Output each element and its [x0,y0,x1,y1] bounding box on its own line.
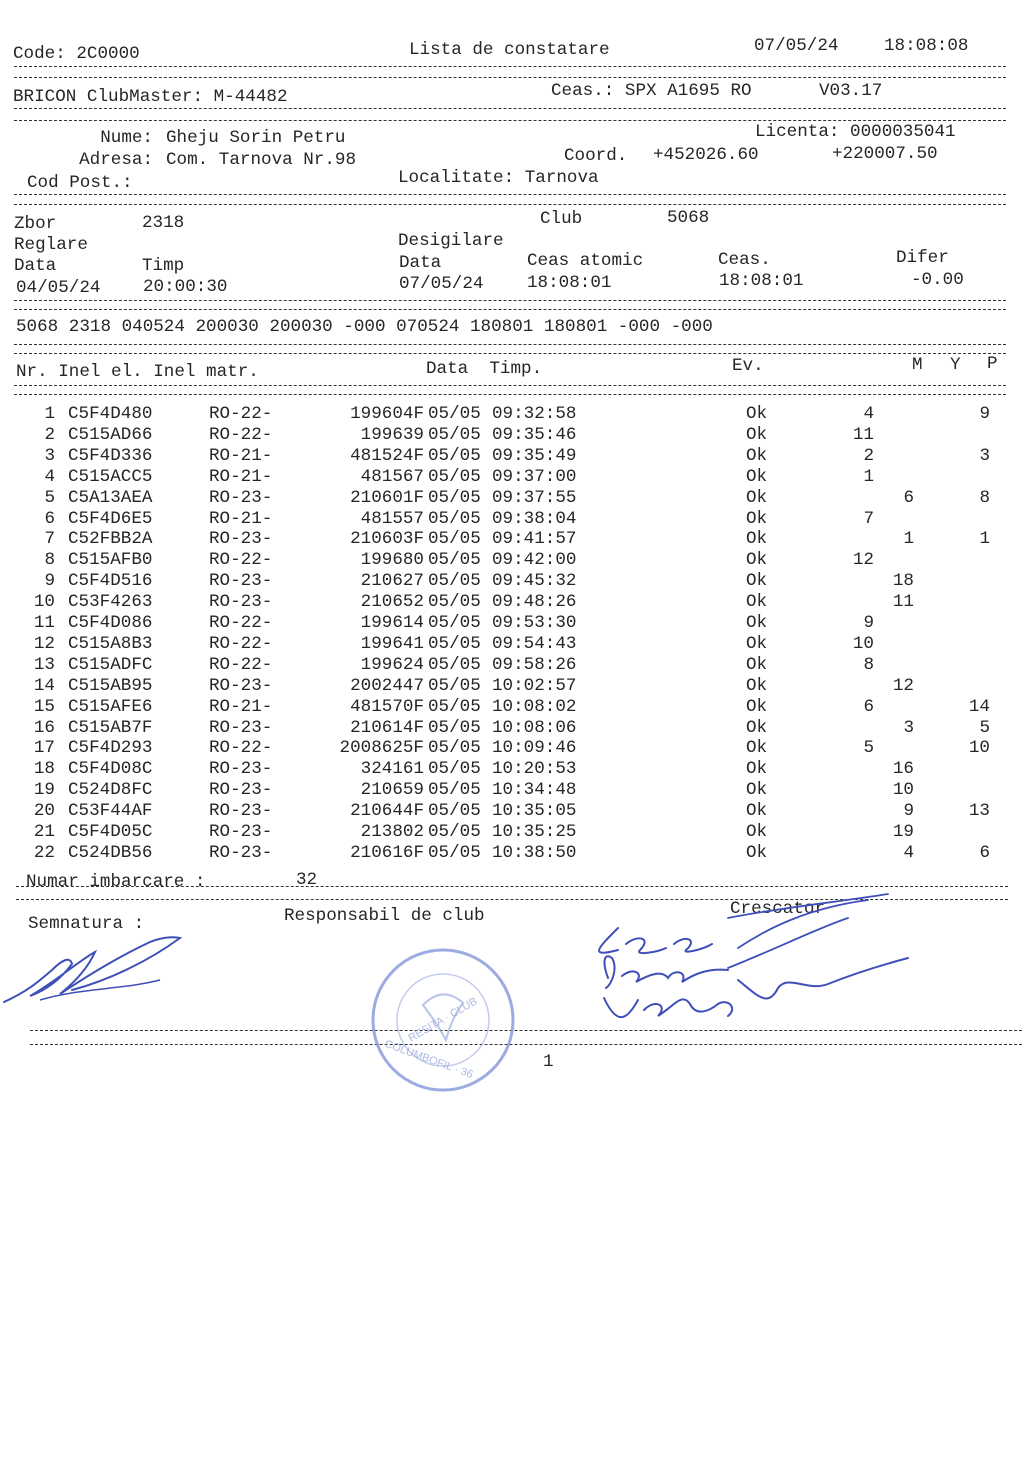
atomic-time: 18:08:01 [527,273,612,293]
chip-code: C515AB95 [68,675,153,696]
table-row [0,552,1024,572]
separator [14,77,1006,78]
ring-number: 199639 [360,424,424,445]
arrival-date: 05/05 [428,842,481,863]
ring-number: 481567 [360,466,424,487]
event-status: Ok [746,780,768,801]
row-number: 2 [44,424,55,445]
club-stamp [368,945,518,1095]
ring-series: RO-21- [209,696,273,717]
ring-number: 210659 [360,780,424,801]
row-number: 6 [44,508,55,529]
arrival-time: 09:35:46 [492,424,577,445]
clock-label: Ceas. [718,250,771,270]
col-p: 9 [979,404,990,424]
ring-series: RO-23- [209,842,273,863]
arrival-time: 09:45:32 [492,571,577,592]
arrival-date: 05/05 [428,508,481,529]
club-number: 5068 [667,208,710,228]
flight-number: 2318 [142,213,185,233]
event-status: Ok [746,487,768,508]
col-m: 6 [863,696,874,717]
separator [30,1044,1022,1045]
row-number: 20 [33,801,55,822]
setting-date-label: Data [14,256,57,276]
chip-code: C515ADFC [68,654,153,675]
separator [16,886,1008,887]
setting-time-label: Timp [142,256,185,276]
arrival-time: 10:09:46 [492,738,577,759]
difference-value: -0.00 [911,270,964,290]
unseal-date-label: Data [399,253,442,273]
breeder-label: Crescator [730,899,826,919]
ring-number: 210614F [350,717,424,738]
coord-longitude: +220007.50 [832,144,938,164]
event-status: Ok [746,445,768,466]
setting-label: Reglare [14,235,88,255]
ring-series: RO-22- [209,654,273,675]
svg-text:RESITA · CLUB: RESITA · CLUB [406,995,480,1045]
chip-code: C5F4D6E5 [68,508,153,529]
table-row [0,424,1024,447]
row-number: 8 [44,550,55,571]
event-status: Ok [746,550,768,571]
ring-series: RO-23- [209,592,273,613]
event-status: Ok [746,696,768,717]
arrival-time: 09:32:58 [492,404,577,424]
ring-series: RO-23- [209,487,273,508]
col-m: 9 [863,613,874,633]
chip-code: C524D8FC [68,780,153,801]
row-number: 3 [44,445,55,466]
chip-code: C515AD66 [68,424,153,445]
signature-scribble [0,930,190,1010]
table-row [0,406,1024,426]
event-status: Ok [746,842,768,863]
arrival-time: 09:35:49 [492,445,577,466]
arrival-date: 05/05 [428,738,481,759]
header-nr-ring: Nr. Inel el. Inel matr. [16,362,259,382]
row-number: 16 [33,717,55,738]
col-y: 3 [903,717,914,738]
col-m: 12 [852,550,874,571]
table-row [0,761,1024,781]
col-p: 5 [979,717,990,738]
arrival-time: 09:53:30 [492,613,577,633]
table-row [0,696,1024,719]
col-p: 10 [968,738,990,759]
event-status: Ok [746,508,768,529]
event-status: Ok [746,466,768,487]
unseal-date: 07/05/24 [399,274,484,294]
ring-number: 210644F [350,801,424,822]
col-y: 18 [892,571,914,592]
col-y: 12 [892,675,914,696]
row-number: 17 [33,738,55,759]
page-number: 1 [543,1052,554,1072]
arrival-time: 10:20:53 [492,759,577,780]
event-status: Ok [746,759,768,780]
arrival-date: 05/05 [428,759,481,780]
col-m: 11 [852,424,874,445]
ring-series: RO-23- [209,780,273,801]
arrival-date: 05/05 [428,592,481,613]
arrival-date: 05/05 [428,822,481,842]
ring-series: RO-21- [209,466,273,487]
ring-number: 210652 [360,592,424,613]
col-p: 13 [968,801,990,822]
arrival-date: 05/05 [428,654,481,675]
row-number: 7 [44,529,55,550]
arrival-time: 09:42:00 [492,550,577,571]
chip-code: C5F4D480 [68,404,153,424]
ring-number: 481570F [350,696,424,717]
doc-title: Lista de constatare [409,40,610,60]
ring-series: RO-23- [209,571,273,592]
ring-series: RO-23- [209,759,273,780]
event-status: Ok [746,654,768,675]
ring-series: RO-22- [209,404,273,424]
table-row [0,842,1024,865]
chip-code: C524DB56 [68,842,153,863]
header-ev: Ev. [732,356,764,376]
col-m: 10 [852,633,874,654]
col-m: 7 [863,508,874,529]
table-row [0,654,1024,677]
separator [14,120,1006,121]
ring-series: RO-23- [209,801,273,822]
chip-code: C5F4D086 [68,613,153,633]
arrival-date: 05/05 [428,696,481,717]
row-number: 22 [33,842,55,863]
table-row [0,531,1024,551]
chip-code: C515AFE6 [68,696,153,717]
arrival-time: 09:38:04 [492,508,577,529]
doc-time: 18:08:08 [884,36,969,56]
chip-code: C53F44AF [68,801,153,822]
system-id: BRICON ClubMaster: M-44482 [13,87,288,107]
event-status: Ok [746,675,768,696]
header-p: P [987,354,998,374]
handwritten-signatures [578,888,918,1028]
col-p: 6 [979,842,990,863]
separator [14,204,1006,205]
ring-number: 2008625F [339,738,424,759]
table-row [0,487,1024,510]
table-row [0,633,1024,656]
setting-time: 20:00:30 [143,277,228,297]
table-row [0,803,1024,823]
doc-date: 07/05/24 [754,36,839,56]
arrival-date: 05/05 [428,633,481,654]
col-y: 19 [892,822,914,842]
ring-series: RO-22- [209,550,273,571]
ring-number: 199614 [360,613,424,633]
setting-date: 04/05/24 [16,278,101,298]
col-y: 6 [903,487,914,508]
chip-code: C515AB7F [68,717,153,738]
chip-code: C5F4D516 [68,571,153,592]
table-row [0,782,1024,802]
ring-series: RO-21- [209,508,273,529]
ring-series: RO-21- [209,445,273,466]
row-number: 18 [33,759,55,780]
arrival-time: 09:37:00 [492,466,577,487]
row-number: 14 [33,675,55,696]
col-p: 8 [979,487,990,508]
chip-code: C5F4D05C [68,822,153,842]
flight-label: Zbor [14,214,57,234]
ring-number: 210627 [360,571,424,592]
row-number: 1 [44,404,55,424]
table-row [0,740,1024,760]
separator [14,394,1006,395]
ring-number: 199624 [360,654,424,675]
table-row [0,466,1024,489]
ring-number: 2002447 [350,675,424,696]
col-p: 3 [979,445,990,466]
event-status: Ok [746,404,768,424]
chip-code: C515AFB0 [68,550,153,571]
row-number: 15 [33,696,55,717]
header-y: Y [950,355,961,375]
signature-label: Semnatura : [28,914,145,934]
col-y: 10 [892,780,914,801]
ring-number: 199680 [360,550,424,571]
ring-number: 324161 [360,759,424,780]
row-number: 21 [33,822,55,842]
ring-series: RO-22- [209,424,273,445]
separator [14,194,1006,195]
chip-code: C515A8B3 [68,633,153,654]
arrival-time: 10:38:50 [492,842,577,863]
arrival-date: 05/05 [428,487,481,508]
club-responsible-label: Responsabil de club [284,906,485,926]
col-p: 1 [979,529,990,550]
separator [14,344,1006,345]
col-m: 1 [863,466,874,487]
row-number: 19 [33,780,55,801]
ring-number: 481557 [360,508,424,529]
name-label: Nume: [100,128,153,148]
col-m: 5 [863,738,874,759]
arrival-time: 10:35:05 [492,801,577,822]
chip-code: C5F4D08C [68,759,153,780]
boarding-count: 32 [296,870,318,890]
separator [14,309,1006,310]
arrival-date: 05/05 [428,801,481,822]
event-status: Ok [746,822,768,842]
arrival-time: 09:48:26 [492,592,577,613]
ring-number: 199641 [360,633,424,654]
arrival-date: 05/05 [428,529,481,550]
row-number: 4 [44,466,55,487]
event-status: Ok [746,592,768,613]
event-status: Ok [746,801,768,822]
table-row [0,824,1024,844]
row-number: 9 [44,571,55,592]
club-label: Club [540,209,583,229]
col-m: 8 [863,654,874,675]
table-row [0,615,1024,635]
arrival-time: 10:08:06 [492,717,577,738]
separator [14,353,1006,354]
clock-model: Ceas.: SPX A1695 RO [551,81,752,101]
owner-name: Gheju Sorin Petru [166,128,346,148]
ring-series: RO-23- [209,717,273,738]
arrival-date: 05/05 [428,445,481,466]
event-status: Ok [746,571,768,592]
separator [14,385,1006,386]
row-number: 5 [44,487,55,508]
chip-code: C52FBB2A [68,529,153,550]
chip-code: C53F4263 [68,592,153,613]
arrival-date: 05/05 [428,424,481,445]
table-row [0,508,1024,531]
col-p: 14 [968,696,990,717]
ring-number: 199604F [350,404,424,424]
address-label: Adresa: [79,150,153,170]
col-y: 16 [892,759,914,780]
ring-number: 481524F [350,445,424,466]
arrival-time: 10:02:57 [492,675,577,696]
arrival-date: 05/05 [428,466,481,487]
difference-label: Difer [896,248,949,268]
event-status: Ok [746,633,768,654]
event-status: Ok [746,613,768,633]
ring-series: RO-23- [209,529,273,550]
arrival-time: 09:41:57 [492,529,577,550]
row-number: 13 [33,654,55,675]
col-m: 4 [863,404,874,424]
col-y: 11 [892,592,914,613]
row-number: 12 [33,633,55,654]
table-row [0,675,1024,698]
locality: Localitate: Tarnova [398,168,599,188]
ring-number: 210601F [350,487,424,508]
col-m: 2 [863,445,874,466]
event-status: Ok [746,424,768,445]
arrival-date: 05/05 [428,717,481,738]
software-version: V03.17 [819,81,883,101]
ring-number: 213802 [360,822,424,842]
event-status: Ok [746,529,768,550]
col-y: 4 [903,842,914,863]
ring-number: 210616F [350,842,424,863]
separator [30,1030,1022,1031]
arrival-time: 09:58:26 [492,654,577,675]
separator [14,66,1006,67]
row-number: 11 [33,613,55,633]
svg-text:COLUMBOFIL · 36: COLUMBOFIL · 36 [382,1037,475,1082]
table-row [0,445,1024,468]
arrival-time: 09:37:55 [492,487,577,508]
ring-series: RO-23- [209,675,273,696]
chip-code: C5F4D293 [68,738,153,759]
header-m: M [912,355,923,375]
arrival-date: 05/05 [428,404,481,424]
arrival-date: 05/05 [428,571,481,592]
licence-number: Licenta: 0000035041 [755,122,956,142]
arrival-time: 10:35:25 [492,822,577,842]
postal-code-label: Cod Post.: [27,173,133,193]
chip-code: C515ACC5 [68,466,153,487]
chip-code: C5F4D336 [68,445,153,466]
event-status: Ok [746,738,768,759]
ring-number: 210603F [350,529,424,550]
arrival-time: 09:54:43 [492,633,577,654]
coord-label: Coord. [564,146,628,166]
arrival-time: 10:08:02 [492,696,577,717]
owner-address: Com. Tarnova Nr.98 [166,150,357,170]
table-row [0,594,1024,614]
arrival-date: 05/05 [428,675,481,696]
ring-series: RO-23- [209,822,273,842]
table-row [0,573,1024,593]
row-number: 10 [33,592,55,613]
table-row [0,717,1024,740]
clock-time: 18:08:01 [719,271,804,291]
chip-code: C5A13AEA [68,487,153,508]
separator [14,300,1006,301]
ring-series: RO-22- [209,738,273,759]
atomic-clock-label: Ceas atomic [527,251,644,271]
col-y: 9 [903,801,914,822]
header-date-time: Data Timp. [426,359,543,379]
col-y: 1 [903,529,914,550]
doc-code: Code: 2C0000 [13,44,140,64]
boarding-label: Numar imbarcare : [26,872,206,892]
event-status: Ok [746,717,768,738]
ring-series: RO-22- [209,633,273,654]
coord-latitude: +452026.60 [653,145,759,165]
arrival-date: 05/05 [428,613,481,633]
arrival-time: 10:34:48 [492,780,577,801]
separator [14,108,1006,109]
summary-line: 5068 2318 040524 200030 200030 -000 070524 180801 180801 -000 -000 [16,317,713,337]
unseal-label: Desigilare [398,231,504,251]
arrival-date: 05/05 [428,780,481,801]
ring-series: RO-22- [209,613,273,633]
arrival-date: 05/05 [428,550,481,571]
